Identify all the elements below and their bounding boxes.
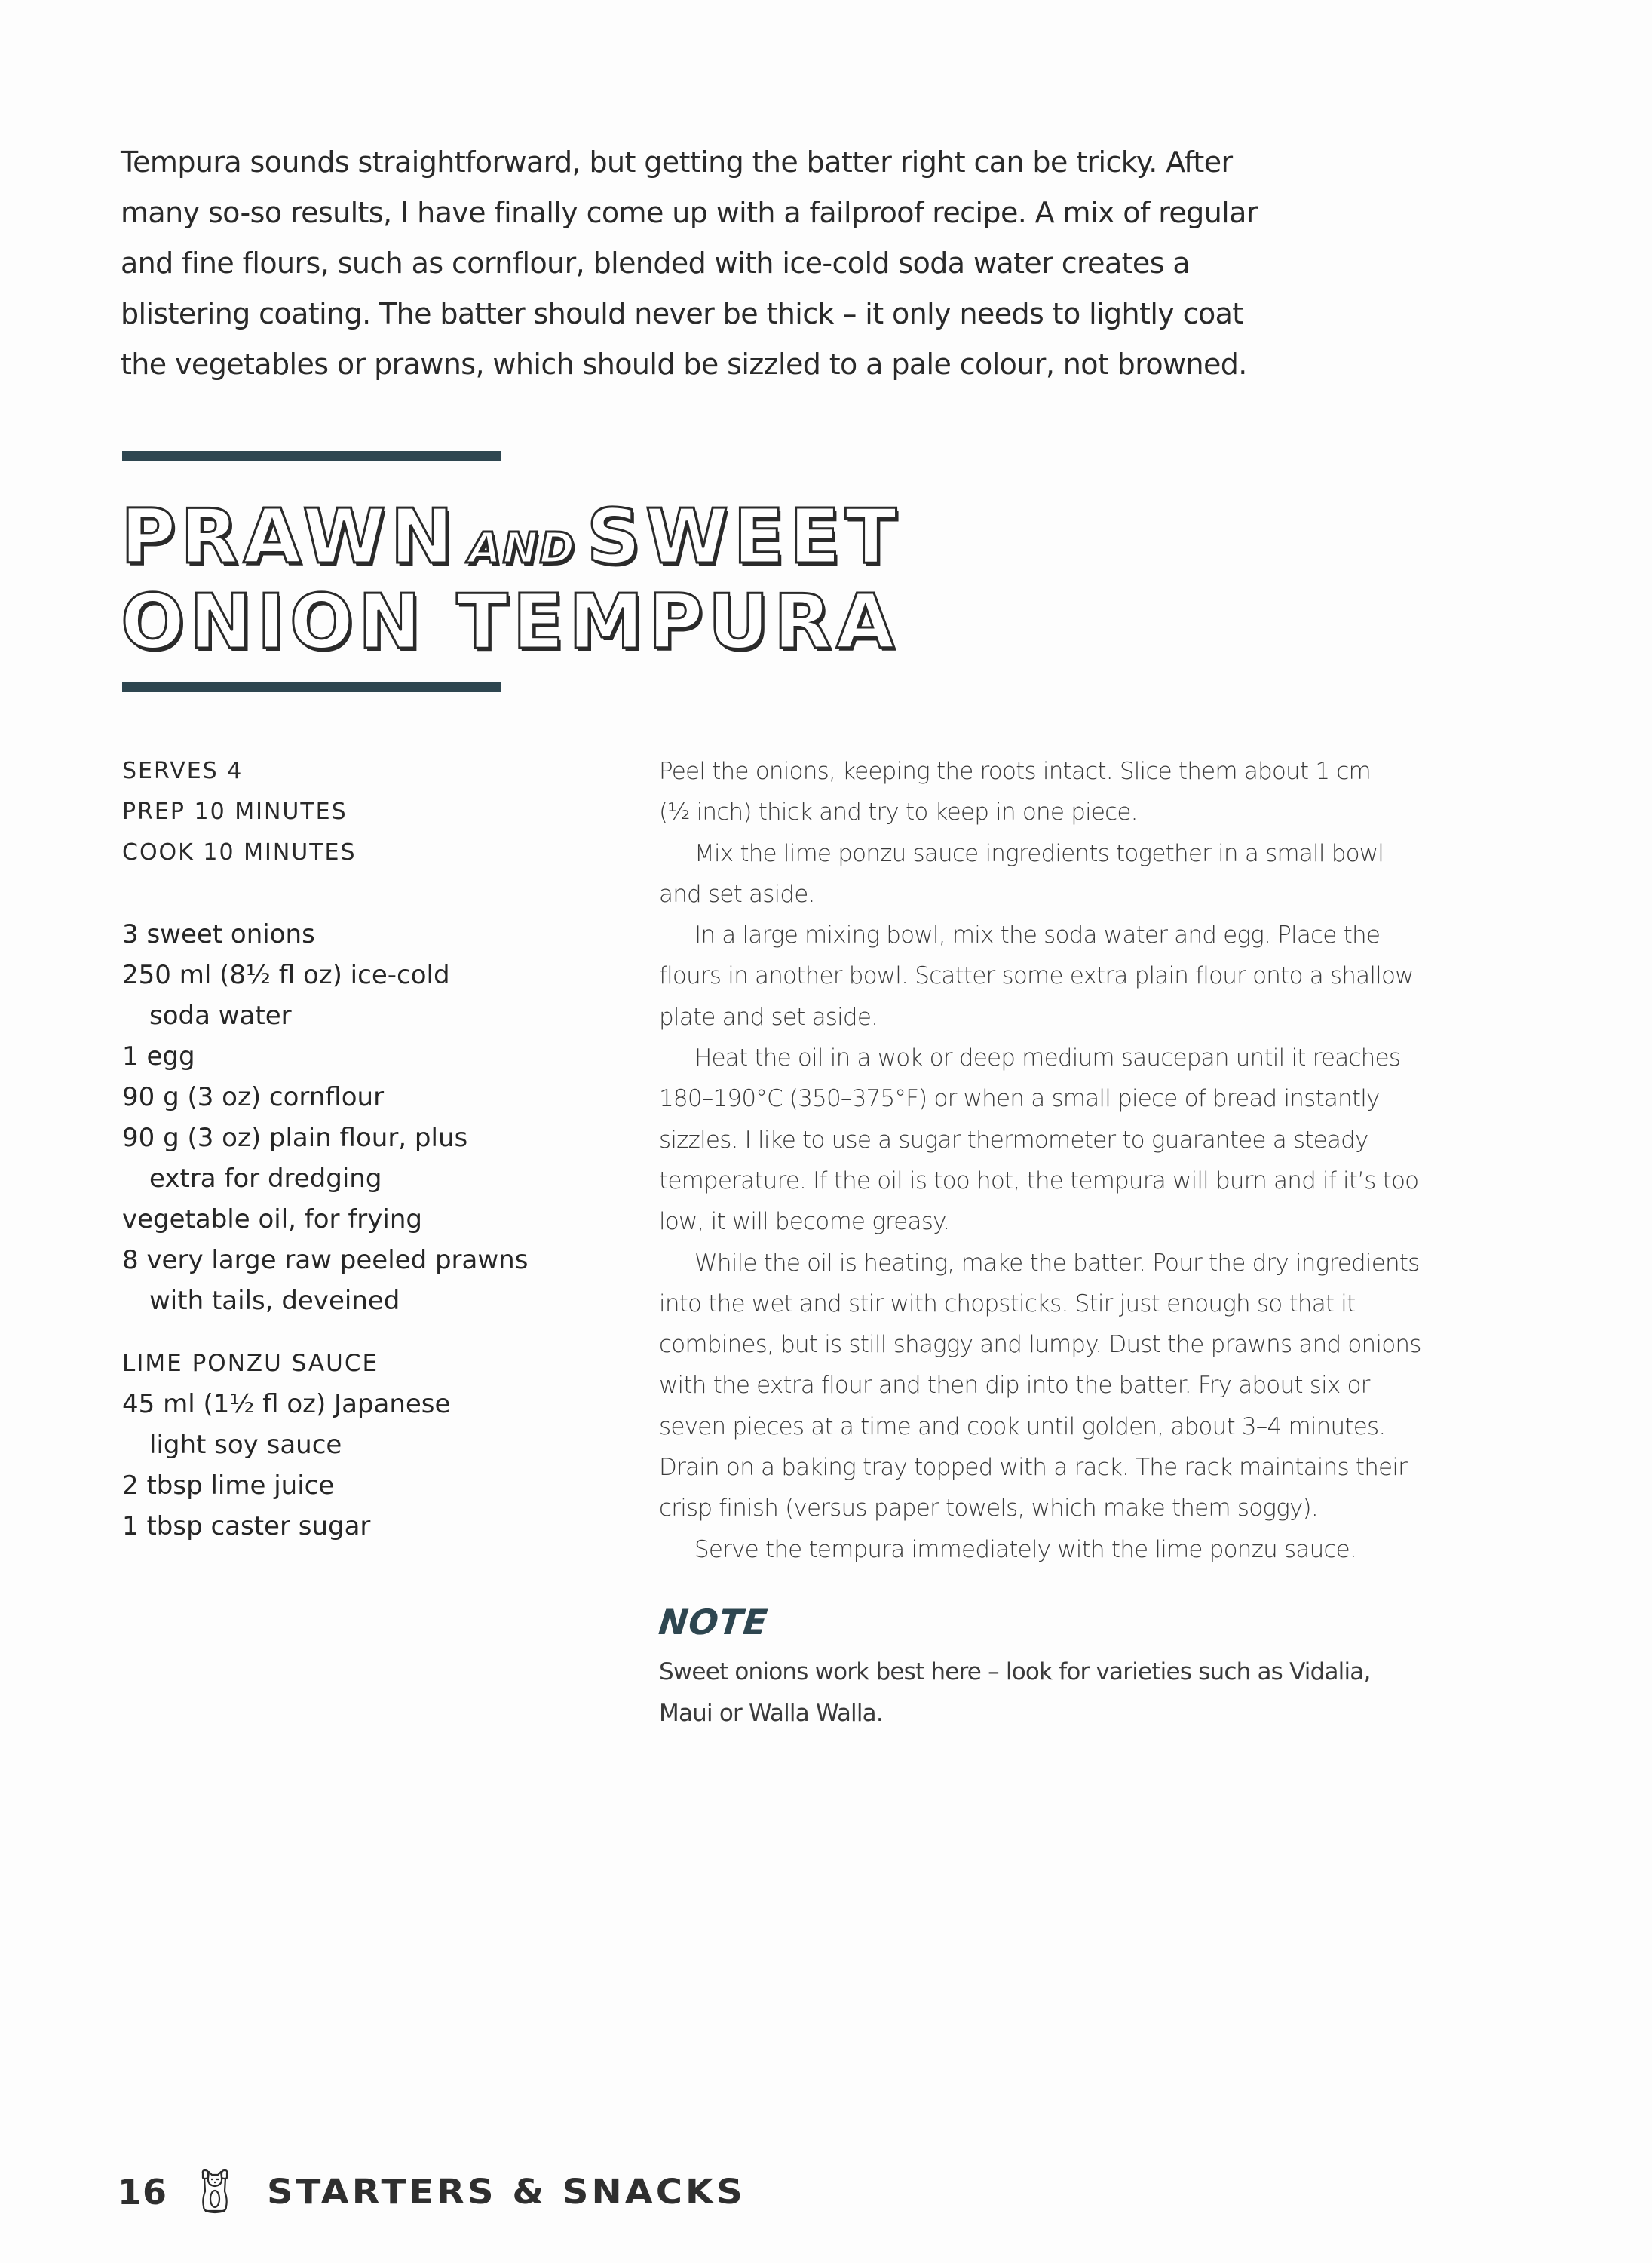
method-line: Mix the lime ponzu sauce ingredients together in a small bowl	[694, 839, 1384, 867]
page-footer	[118, 2166, 746, 2219]
title-onion-tempura: ONION TEMPURA	[121, 578, 900, 666]
method-line: Drain on a baking tray topped with a rack. The rack maintains their	[659, 1454, 1408, 1482]
title-word-prawn: PRAWN	[121, 492, 458, 581]
sauce-ingredients-list	[122, 1343, 620, 1547]
method-line: sizzles. I like to use a sugar thermometer to guarantee a steady	[659, 1126, 1368, 1154]
ingredient-item-continuation: soda water	[149, 1001, 292, 1031]
method-line: into the wet and stir with chopsticks. Stir just enough so that it	[659, 1289, 1356, 1317]
method-line: temperature. If the oil is too hot, the tempura will burn and if it’s too	[659, 1167, 1419, 1194]
recipe-title-line-2	[121, 578, 1025, 666]
title-rule-top	[122, 451, 501, 461]
note-line: Maui or Walla Walla.	[659, 1700, 883, 1727]
method-line: Heat the oil in a wok or deep medium saucepan until it reaches	[694, 1044, 1401, 1072]
title-rule-bottom	[122, 682, 501, 692]
method-line: Peel the onions, keeping the roots intact. Slice them about 1 cm	[659, 758, 1371, 785]
intro-line: many so-so results, I have finally come up with a failproof recipe. A mix of regular	[121, 196, 1258, 229]
lucky-cat-icon	[199, 2169, 231, 2215]
method-line: In a large mixing bowl, mix the soda water and egg. Place the	[694, 921, 1381, 949]
method-line: combines, but is still shaggy and lumpy. Dust the prawns and onions	[659, 1331, 1421, 1359]
ingredient-item: 1 egg	[122, 1041, 195, 1072]
ingredient-item: 3 sweet onions	[122, 919, 315, 949]
method-line: flours in another bowl. Scatter some extra plain flour onto a shallow	[659, 962, 1414, 990]
ingredients-list	[122, 914, 620, 1321]
intro-line: blistering coating. The batter should never be thick – it only needs to lightly coat	[121, 297, 1243, 330]
intro-line: Tempura sounds straightforward, but getting the batter right can be tricky. After	[121, 146, 1233, 179]
intro-line: and fine flours, such as cornflour, blended with ice-cold soda water creates a	[121, 247, 1191, 280]
note-heading: NOTE	[657, 1602, 771, 1642]
sauce-heading: LIME PONZU SAUCE	[122, 1350, 379, 1377]
note-line: Sweet onions work best here – look for varieties such as Vidalia,	[659, 1658, 1371, 1685]
intro-paragraph	[121, 137, 1297, 390]
title-word-and: AND	[468, 524, 576, 573]
ingredient-item: 250 ml (8½ fl oz) ice-cold	[122, 960, 450, 990]
page-number: 16	[118, 2172, 168, 2212]
method-line: seven pieces at a time and cook until golden, about 3–4 minutes.	[659, 1412, 1386, 1440]
ingredient-item: 90 g (3 oz) plain flour, plus	[122, 1123, 468, 1153]
recipe-title-line-1	[121, 492, 1025, 581]
cook-time-text: COOK 10 MINUTES	[122, 839, 357, 866]
title-word-sweet: SWEET	[586, 492, 902, 581]
method-line: Serve the tempura immediately with the lime ponzu sauce.	[694, 1535, 1356, 1563]
ingredient-item-continuation: extra for dredging	[149, 1164, 382, 1194]
ingredient-item: 8 very large raw peeled prawns	[122, 1245, 529, 1275]
ingredient-item-continuation: with tails, deveined	[149, 1286, 400, 1316]
method-text	[659, 751, 1519, 1570]
method-line: crisp finish (versus paper towels, which make them soggy).	[659, 1495, 1318, 1522]
method-line: low, it will become greasy.	[659, 1208, 950, 1236]
prep-time-text: PREP 10 MINUTES	[122, 799, 348, 825]
recipe-meta	[122, 751, 605, 873]
ingredient-item: 2 tbsp lime juice	[122, 1470, 335, 1501]
ingredient-item: vegetable oil, for frying	[122, 1204, 422, 1234]
method-line: While the oil is heating, make the batter. Pour the dry ingredients	[694, 1249, 1420, 1277]
ingredient-item-continuation: light soy sauce	[149, 1430, 342, 1460]
note-text	[659, 1651, 1519, 1734]
ingredient-item: 90 g (3 oz) cornflour	[122, 1082, 385, 1112]
method-line: (½ inch) thick and try to keep in one piece.	[659, 799, 1138, 826]
method-line: 180–190°C (350–375°F) or when a small piece of bread instantly	[659, 1085, 1380, 1113]
section-name: STARTERS & SNACKS	[267, 2172, 746, 2212]
ingredient-item: 1 tbsp caster sugar	[122, 1511, 371, 1541]
serves-text: SERVES 4	[122, 758, 244, 784]
ingredient-item: 45 ml (1½ fl oz) Japanese	[122, 1389, 451, 1419]
method-line: and set aside.	[659, 880, 815, 908]
method-line: with the extra flour and then dip into the batter. Fry about six or	[659, 1372, 1370, 1400]
intro-line: the vegetables or prawns, which should be sizzled to a pale colour, not browned.	[121, 348, 1247, 381]
method-line: plate and set aside.	[659, 1003, 878, 1031]
